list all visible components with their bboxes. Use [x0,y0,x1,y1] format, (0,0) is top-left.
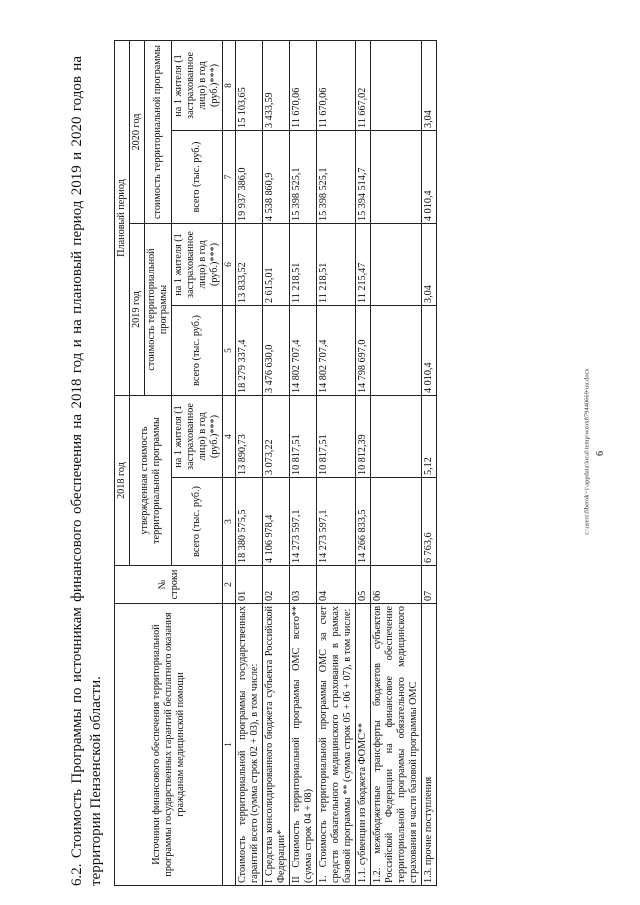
value-cell [371,396,422,478]
row-label: 1. Стоимость территориальной программы ОМС за счет средств обязательного медицинского страхования в рамках базовой программы ** (сумма строк 05 + 06 + 07), в том числе: [317,604,356,886]
row-label: I Средства консолидированного бюджета субъекта Российской Федерации* [263,604,290,886]
header-sources: Источники финансового обеспечения территориальной программы государственных гарантий бесплатного оказания гражданам медицинской помощи [115,604,223,886]
value-cell: 19 937 386,0 [236,131,263,224]
row-label: 1.2. межбюджетные трансферты бюджетов субъектов Российской Федерации на финансовое обеспечение территориальной программы обязательного медицинского страхования в части базовой программы ОМС [371,604,422,886]
value-cell [371,306,422,396]
value-cell: 14 273 597,1 [290,478,317,566]
table-row [422,40,437,885]
row-number: 04 [317,566,356,604]
page-number: 6 [595,451,606,456]
value-cell: 11 218,51 [317,224,356,306]
header-approved-cost: утвержденная стоимость территориальной программы [130,396,172,566]
header-year-2019: 2019 год [130,224,145,396]
value-cell: 18 380 575,5 [236,478,263,566]
value-cell: 14 802 707,4 [317,306,356,396]
value-cell: 11 667,02 [356,40,371,130]
row-number: 06 [371,566,422,604]
value-cell: 15 398 525,1 [290,131,317,224]
row-number: 05 [356,566,371,604]
column-number-row [223,40,236,885]
value-cell [371,478,422,566]
value-cell: 4 106 978,4 [263,478,290,566]
value-cell: 5,12 [422,396,437,478]
col-number: 8 [223,40,236,130]
value-cell [371,224,422,306]
table-row [236,40,263,885]
value-cell: 3,04 [422,40,437,130]
table-row [290,40,317,885]
row-label: II Стоимость территориальной программы ОМС всего** (сумма строк 04 + 08) [290,604,317,886]
value-cell: 13 890,73 [236,396,263,478]
value-cell: 13 833,52 [236,224,263,306]
value-cell: 11 215,47 [356,224,371,306]
header-planned-period: Плановый период [115,40,130,395]
col-number: 5 [223,306,236,396]
value-cell: 11 670,06 [290,40,317,130]
value-cell: 18 279 337,4 [236,306,263,396]
table-row [317,40,356,885]
value-cell: 4 010,4 [422,131,437,224]
value-cell: 11 670,06 [317,40,356,130]
value-cell: 10 812,39 [356,396,371,478]
value-cell: 6 763,6 [422,478,437,566]
value-cell [371,131,422,224]
value-cell: 4 010,4 [422,306,437,396]
header-total-2020: всего (тыс. руб.) [172,131,223,224]
col-number: 2 [223,566,236,604]
value-cell: 4 538 860,9 [263,131,290,224]
table-row [371,40,422,885]
value-cell: 2 615,01 [263,224,290,306]
col-number: 6 [223,224,236,306]
value-cell: 15 398 525,1 [317,131,356,224]
value-cell: 14 266 833,5 [356,478,371,566]
row-number: 07 [422,566,437,604]
table-row [356,40,371,885]
value-cell: 14 273 597,1 [317,478,356,566]
header-total-2019: всего (тыс. руб.) [172,306,223,396]
value-cell: 11 218,51 [290,224,317,306]
value-cell: 3 433,59 [263,40,290,130]
value-cell: 10 817,51 [317,396,356,478]
value-cell: 14 802 707,4 [290,306,317,396]
header-per-capita-2019: на 1 жителя (1 застрахованное лицо) в год (руб.)***) [172,224,223,306]
table-row [263,40,290,885]
footer-file-path: c:\users\fiberok~1\appdata\local\temp\wzox879440669-uu.docx [583,368,591,535]
value-cell: 3 073,22 [263,396,290,478]
value-cell: 15 103,65 [236,40,263,130]
row-label: 1.3. прочие поступления [422,604,437,886]
value-cell: 3 476 630,0 [263,306,290,396]
header-total-2018: всего (тыс. руб.) [172,478,223,566]
cost-table [114,40,437,886]
col-number: 3 [223,478,236,566]
row-label: Стоимость территориальной программы государственных гарантий всего (сумма строк 02 + 03), в том числе: [236,604,263,886]
header-per-capita-2018: на 1 жителя (1 застрахованное лицо) в год (руб.)***) [172,396,223,478]
col-number: 1 [223,604,236,886]
header-row-1 [115,40,130,885]
header-program-cost-2019: стоимость территориальной программы [145,224,172,396]
value-cell: 15 394 514,7 [356,131,371,224]
row-number: 02 [263,566,290,604]
header-per-capita-2020: на 1 жителя (1 застрахованное лицо) в год (руб.)***) [172,40,223,130]
header-row-no: № строки [115,566,223,604]
col-number: 4 [223,396,236,478]
section-title: 6.2. Стоимость Программы по источникам финансового обеспечения на 2018 год и на плановый период 2019 и 2020 годов на территории Пензенской области. [69,56,104,886]
value-cell: 10 817,51 [290,396,317,478]
value-cell [371,40,422,130]
value-cell: 14 798 697,0 [356,306,371,396]
header-year-2018: 2018 год [115,396,130,566]
row-label: 1.1. субвенции из бюджета ФОМС** [356,604,371,886]
header-program-cost-2020: стоимость территориальной программы [145,40,172,223]
value-cell: 3,04 [422,224,437,306]
header-year-2020: 2020 год [130,40,145,223]
row-number: 03 [290,566,317,604]
row-number: 01 [236,566,263,604]
rotated-page-content [68,36,588,886]
col-number: 7 [223,131,236,224]
